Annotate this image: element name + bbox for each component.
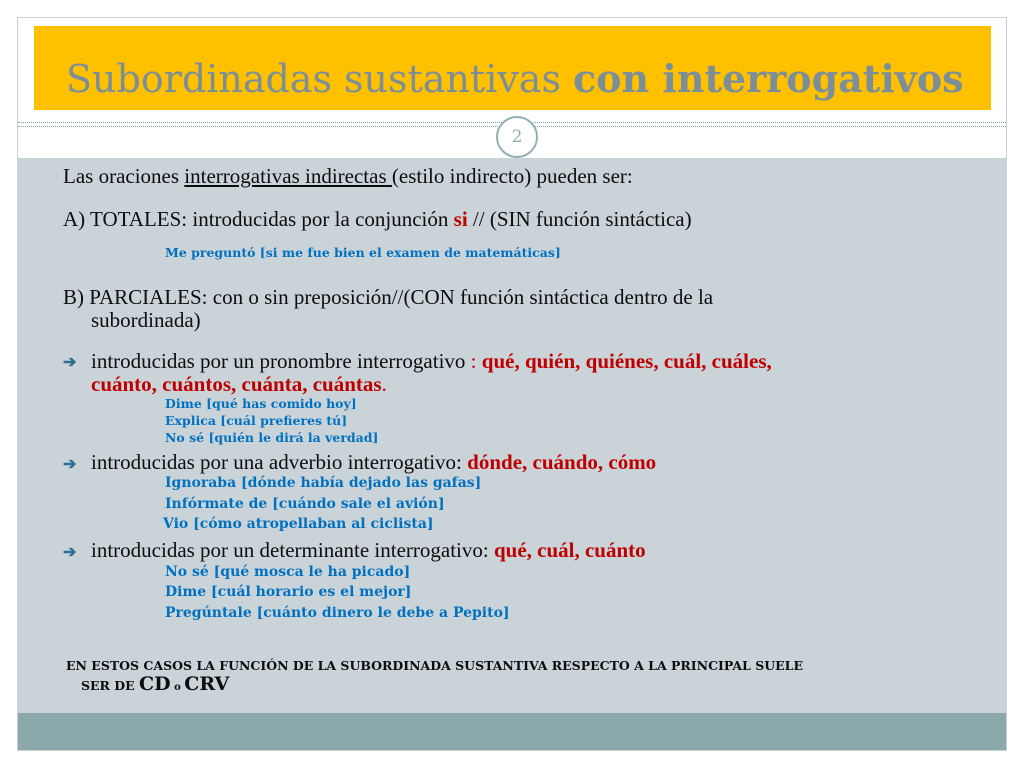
determinante-example: Dime [cuál horario es el mejor]	[165, 584, 412, 600]
slide-title	[66, 56, 964, 101]
pronombre-example: Explica [cuál prefieres tú]	[165, 413, 348, 428]
function-note: EN ESTOS CASOS LA FUNCIÓN DE LA SUBORDINADA SUSTANTIVA RESPECTO A LA PRINCIPAL SUELE SER DE CD o CRV	[66, 658, 803, 695]
intro-highlight: interrogativas indirectas	[184, 164, 392, 188]
totales-example: Me preguntó [si me fue bien el examen de matemáticas]	[165, 245, 561, 260]
arrow-bullet-icon: ➔	[63, 454, 77, 473]
adverbio-line: introducidas por una adverbio interrogativo: dónde, cuándo, cómo	[91, 450, 657, 474]
adverbio-example: Infórmate de [cuándo sale el avión]	[165, 496, 445, 512]
intro-line: Las oraciones interrogativas indirectas (estilo indirecto) pueden ser:	[63, 164, 633, 188]
arrow-bullet-icon: ➔	[63, 542, 77, 561]
crv-label: CRV	[184, 673, 230, 695]
footer-band	[18, 713, 1006, 751]
totales-line: A) TOTALES: introducidas por la conjunción si // (SIN función sintáctica)	[63, 207, 692, 231]
pronombre-words: qué, quién, quiénes, cuál, cuáles,	[481, 349, 772, 373]
pronombre-example: Dime [qué has comido hoy]	[165, 396, 357, 411]
determinante-words: qué, cuál, cuánto	[493, 538, 646, 562]
adverbio-words: dónde, cuándo, cómo	[467, 450, 657, 474]
slide	[17, 17, 1007, 751]
adverbio-example: Vio [cómo atropellaban al ciclista]	[163, 516, 434, 532]
cd-label: CD	[139, 673, 171, 695]
title-regular: Subordinadas sustantivas	[66, 57, 574, 101]
adverbio-example: Ignoraba [dónde había dejado las gafas]	[165, 475, 482, 491]
title-bold: con interrogativos	[573, 56, 964, 101]
title-bar	[34, 26, 991, 110]
determinante-example: Pregúntale [cuánto dinero le debe a Pepito]	[165, 605, 510, 621]
parciales-line-1: B) PARCIALES: con o sin preposición//(CON función sintáctica dentro de la	[63, 285, 714, 309]
pronombre-line-1: introducidas por un pronombre interrogativo : qué, quién, quiénes, cuál, cuáles,	[91, 349, 772, 373]
arrow-bullet-icon: ➔	[63, 352, 77, 371]
pronombre-example: No sé [quién le dirá la verdad]	[165, 430, 379, 445]
page-number: 2	[496, 116, 538, 158]
determinante-line: introducidas por un determinante interrogativo: qué, cuál, cuánto	[91, 538, 646, 562]
pronombre-line-2: cuánto, cuántos, cuánta, cuántas.	[91, 372, 387, 396]
parciales-line-2: subordinada)	[91, 308, 201, 332]
keyword-si: si	[453, 207, 468, 231]
determinante-example: No sé [qué mosca le ha picado]	[165, 564, 411, 580]
